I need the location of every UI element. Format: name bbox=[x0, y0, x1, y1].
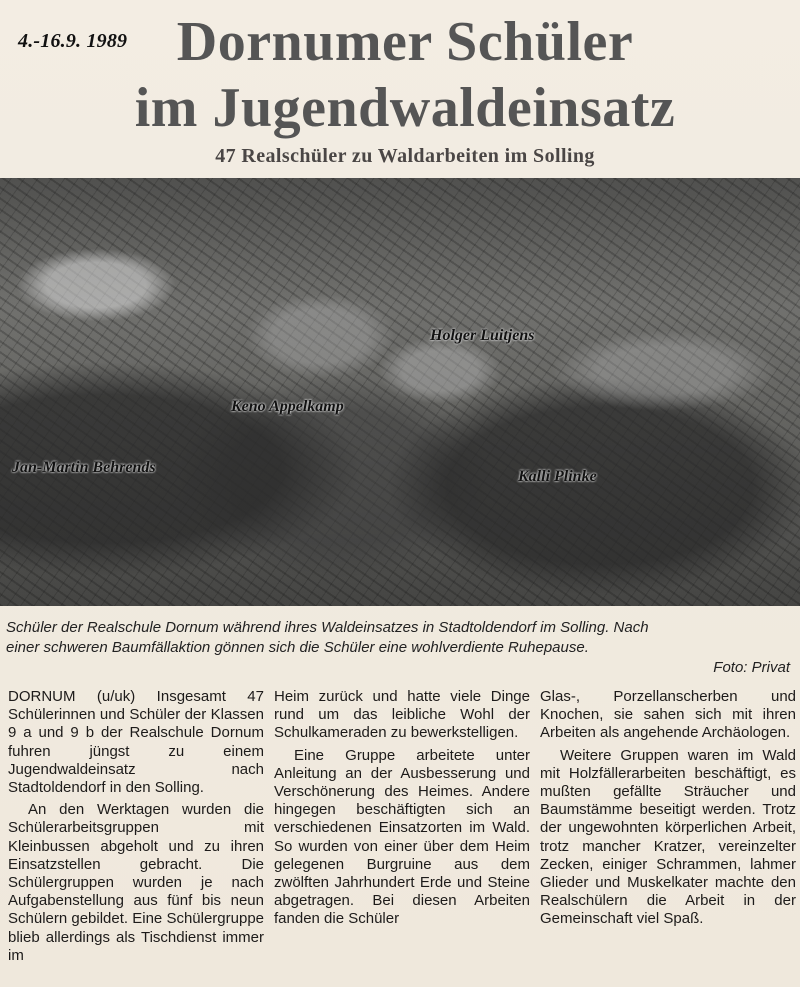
photo-credit: Foto: Privat bbox=[713, 659, 790, 676]
photo-caption bbox=[6, 618, 796, 678]
article-paragraph: Weitere Gruppen waren im Wald mit Holzfällerarbeiten beschäftigt, es mußten gefällte Sträucher und Baumstämme beseitigt werden. Trotz der ungewohnten körperlichen Arbeit, trotz mancher Kratzer, vereinzelter Zecken, einiger Schrammen, lahmer Glieder und Muskelkater machte den Realschülern die Arbeit in der Gemeinschaft viel Spaß. bbox=[540, 746, 796, 928]
photo-caption-line-1: Schüler der Realschule Dornum während ihres Waldeinsatzes in Stadtoldendorf im Solling. Nach bbox=[6, 619, 649, 636]
photo-label-kalli-plinke: Kalli Plinke bbox=[518, 468, 597, 485]
article-photo bbox=[0, 178, 800, 606]
article-column-3 bbox=[540, 688, 796, 986]
publication-date: 4.-16.9. 1989 bbox=[18, 30, 128, 52]
headline bbox=[110, 8, 700, 139]
photo-label-holger-luitjens: Holger Luitjens bbox=[430, 327, 535, 344]
article-paragraph: DORNUM (u/uk) Insgesamt 47 Schülerinnen und Schüler der Klassen 9 a und 9 b der Realschule Dornum fuhren jüngst zu einem Jugendwaldeinsatz nach Stadtoldendorf in den Solling. bbox=[8, 688, 264, 797]
photo-label-jan-martin-behrends: Jan-Martin Behrends bbox=[12, 459, 156, 476]
article-column-2 bbox=[274, 688, 530, 986]
article-paragraph: An den Werktagen wurden die Schülerarbeitsgruppen mit Kleinbussen abgeholt und zu ihren Einsatzstellen gebracht. Die Schülergruppen wurden je nach Aufgabenstellung aus fünf bis neun Schülern gebildet. Eine Schülergruppe blieb allerdings als Tischdienst immer im bbox=[8, 801, 265, 964]
headline-line-2: im Jugendwaldeinsatz bbox=[134, 77, 676, 139]
article-body bbox=[8, 688, 796, 986]
headline-line-1: Dornumer Schüler bbox=[176, 11, 634, 73]
photo-caption-line-2: einer schweren Baumfällaktion gönnen sich die Schüler eine wohlverdiente Ruhepause. bbox=[6, 639, 589, 656]
article-paragraph: Heim zurück und hatte viele Dinge rund um das leibliche Wohl der Schulkameraden zu bewerkstelligen. bbox=[274, 688, 530, 742]
article-column-1 bbox=[8, 688, 264, 986]
article-paragraph: Eine Gruppe arbeitete unter Anleitung an der Ausbesserung und Verschönerung des Heimes. Andere hingegen beschäftigten sich an verschiedenen Einsatzorten im Wald. So wurden von einer über dem Heim gelegenen Burgruine aus dem zwölften Jahrhundert Erde und Steine abgetragen. Bei diesen Arbeiten fanden die Schüler bbox=[274, 746, 530, 928]
subheadline: 47 Realschüler zu Waldarbeiten im Solling bbox=[215, 145, 595, 167]
photo-label-keno-appelkamp: Keno Appelkamp bbox=[231, 398, 344, 415]
article-paragraph: Glas-, Porzellanscherben und Knochen, sie sahen sich mit ihren Arbeiten als angehende Archäologen. bbox=[540, 688, 796, 742]
